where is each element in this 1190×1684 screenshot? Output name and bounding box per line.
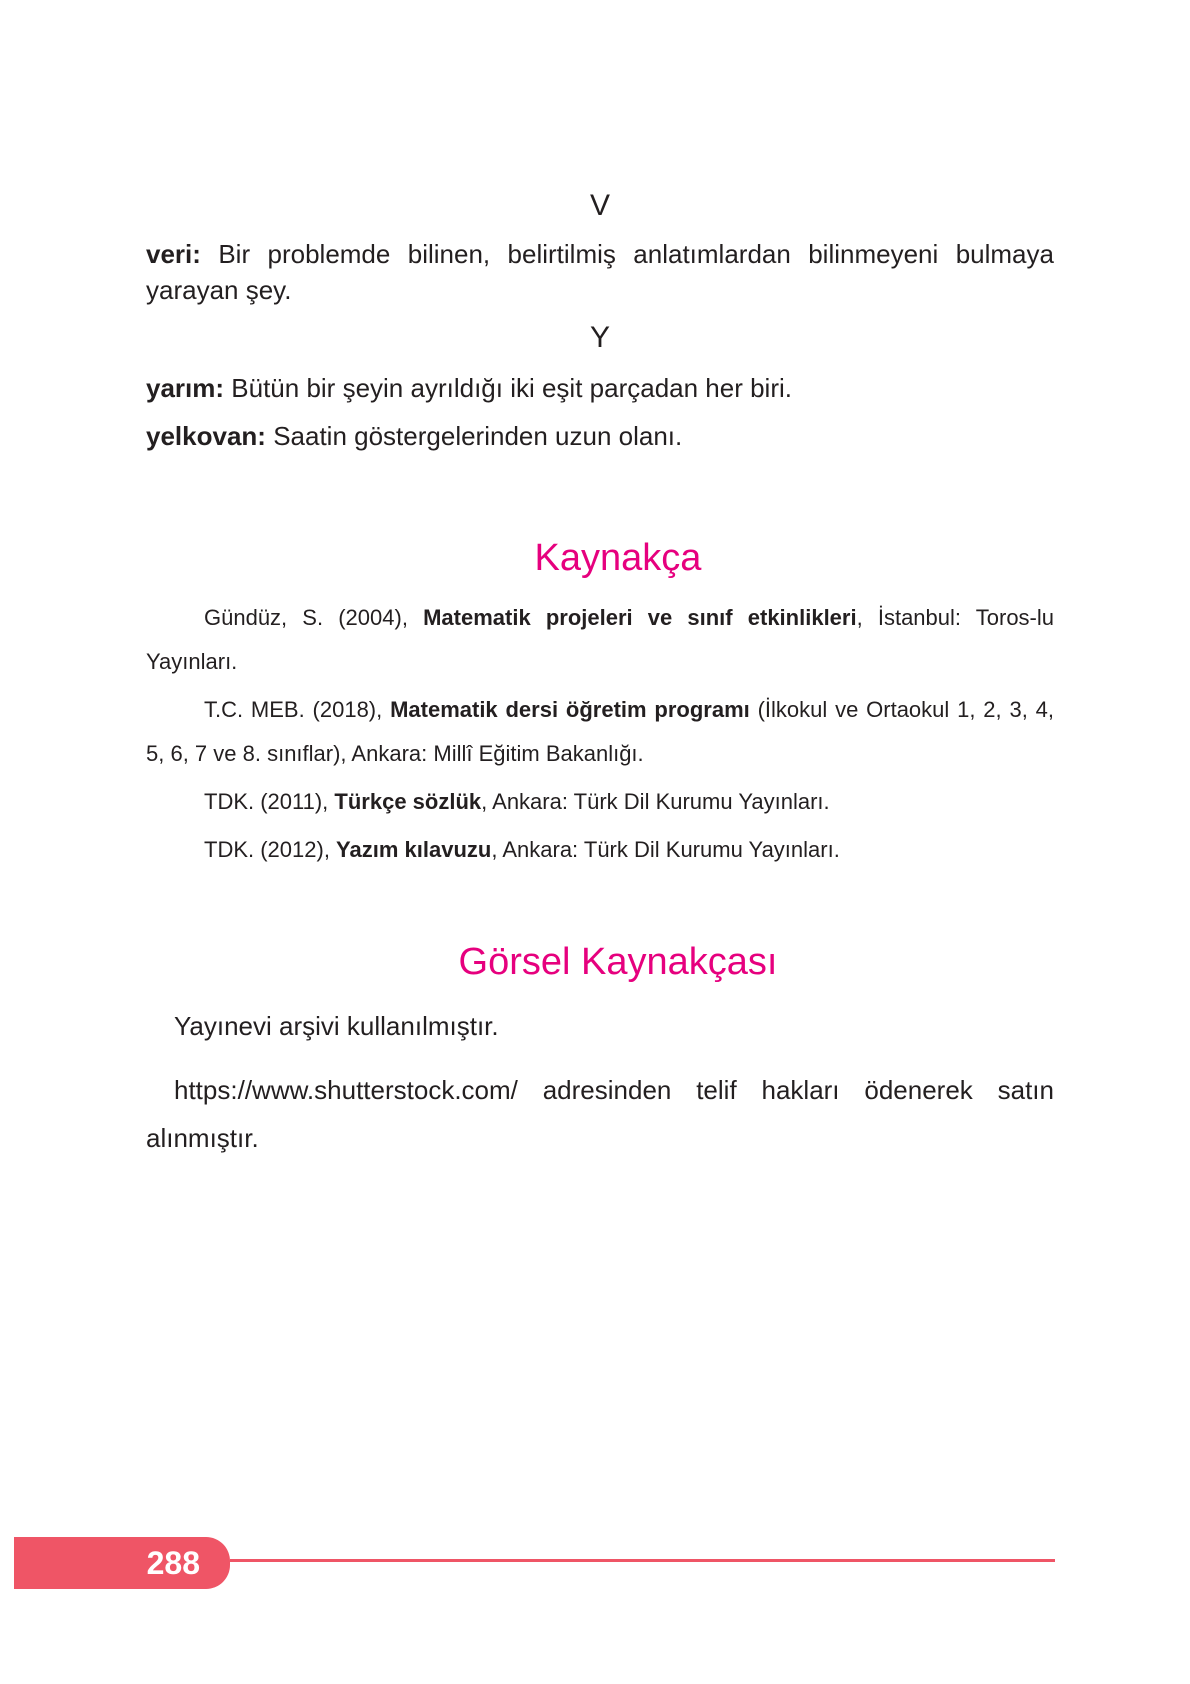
ref-author: TDK. (2011), bbox=[204, 789, 335, 814]
glossary-entry-yelkovan bbox=[146, 418, 1054, 454]
footer-rule bbox=[230, 1559, 1055, 1562]
definition: Saatin göstergelerinden uzun olanı. bbox=[273, 421, 683, 451]
definition: Bir problemde bilinen, belirtilmiş anlatımlardan bilinmeyeni bbox=[218, 239, 939, 269]
visual-sources-text-cont: satın alınmıştır. bbox=[146, 1075, 1054, 1153]
section-letter-y: Y bbox=[589, 321, 610, 354]
reference-1 bbox=[146, 596, 1054, 684]
ref-cont: lu Yayınları. bbox=[146, 605, 1055, 674]
ref-publisher: (İlkokul ve Ortaokul bbox=[749, 697, 950, 722]
ref-author: Gündüz, S. (2004), bbox=[204, 605, 424, 630]
ref-publisher: , Ankara: Türk Dil Kurumu Yayınları. bbox=[491, 837, 840, 862]
visual-sources-line-2 bbox=[146, 1066, 1054, 1162]
visual-sources-line-1: Yayınevi arşivi kullanılmıştır. bbox=[174, 1011, 499, 1041]
bibliography-title: Kaynakça bbox=[534, 537, 702, 579]
page-number-tab bbox=[14, 1537, 230, 1589]
ref-publisher: , İstanbul: Toros- bbox=[856, 605, 1037, 630]
section-letter-v: V bbox=[589, 189, 610, 222]
reference-4 bbox=[146, 828, 1054, 872]
definition-cont: bulmaya yarayan şey. bbox=[146, 239, 1054, 305]
term: yelkovan: bbox=[146, 421, 266, 451]
term: yarım: bbox=[146, 373, 225, 403]
ref-title: Türkçe sözlük bbox=[334, 789, 482, 814]
page-content bbox=[146, 186, 1054, 1162]
ref-title: Matematik projeleri ve sınıf etkinlikleri bbox=[423, 605, 857, 630]
page-number: 288 bbox=[146, 1545, 200, 1581]
ref-cont: 1, 2, 3, 4, 5, 6, 7 ve 8. sınıflar), Ankara: Millî Eğitim Bakanlığı. bbox=[146, 697, 1054, 766]
ref-title: Yazım kılavuzu bbox=[336, 837, 492, 862]
ref-author: T.C. MEB. (2018), bbox=[204, 697, 391, 722]
ref-author: TDK. (2012), bbox=[204, 837, 337, 862]
reference-3 bbox=[146, 780, 1054, 824]
visual-sources-title: Görsel Kaynakçası bbox=[458, 941, 778, 983]
definition: Bütün bir şeyin ayrıldığı iki eşit parçadan her biri. bbox=[231, 373, 792, 403]
glossary-entry-yarim bbox=[146, 370, 1054, 406]
glossary-entry-veri bbox=[146, 236, 1054, 308]
visual-sources-text: https://www.shutterstock.com/ adresinden telif hakları ödenerek bbox=[174, 1075, 973, 1105]
reference-2 bbox=[146, 688, 1054, 776]
ref-title: Matematik dersi öğretim programı bbox=[390, 697, 750, 722]
ref-publisher: , Ankara: Türk Dil Kurumu Yayınları. bbox=[481, 789, 830, 814]
term: veri: bbox=[146, 239, 201, 269]
